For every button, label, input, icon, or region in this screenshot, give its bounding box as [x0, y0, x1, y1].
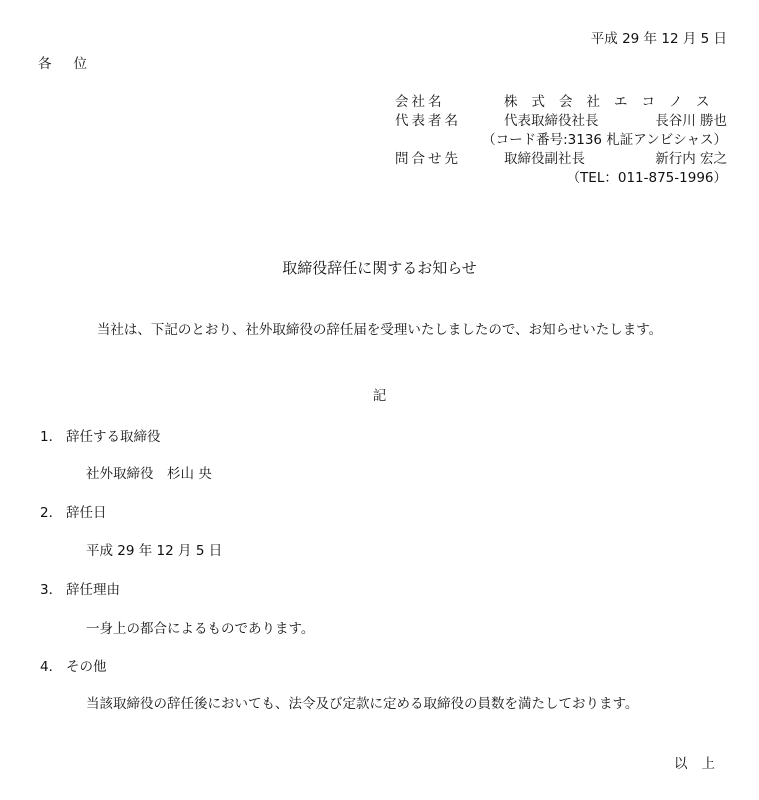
item-number: 3．	[40, 582, 63, 598]
code-line: （コード番号:3136 札証アンビシャス）	[482, 132, 727, 148]
item-number: 1．	[40, 429, 63, 445]
representative-label: 代表者名	[395, 113, 461, 129]
contact-title: 取締役副社長	[504, 151, 585, 167]
ki-marker: 記	[372, 388, 387, 404]
intro-text: 当社は、下記のとおり、社外取締役の辞任届を受理いたしましたので、お知らせいたします。	[96, 322, 663, 338]
representative-title: 代表取締役社長	[504, 113, 599, 129]
item-heading-text: 辞任する取締役	[66, 429, 161, 445]
item-3-body: 一身上の都合によるものであります。	[86, 621, 315, 637]
contact-label: 問合せ先	[395, 151, 461, 167]
tel-line: （TEL：011-875-1996）	[566, 170, 727, 186]
item-1-heading	[40, 425, 161, 445]
document-title: 取締役辞任に関するお知らせ	[282, 259, 477, 277]
item-4-heading	[40, 655, 107, 675]
representative-name: 長谷川 勝也	[655, 113, 727, 129]
contact-name: 新行内 宏之	[655, 151, 727, 167]
date: 平成 29 年 12 月 5 日	[590, 31, 727, 47]
item-2-heading	[40, 501, 107, 521]
item-heading-text: その他	[66, 659, 107, 675]
closing: 以上	[674, 756, 729, 772]
item-2-body: 平成 29 年 12 月 5 日	[86, 543, 223, 559]
item-3-heading	[40, 578, 120, 598]
addressee: 各位	[38, 56, 109, 72]
company-label: 会社名	[395, 94, 445, 110]
item-heading-text: 辞任理由	[66, 582, 120, 598]
item-4-body: 当該取締役の辞任後においても、法令及び定款に定める取締役の員数を満たしております。	[86, 696, 639, 712]
company-name: 株式会社エコノス	[504, 94, 724, 110]
item-number: 2．	[40, 505, 63, 521]
item-number: 4．	[40, 659, 63, 675]
item-1-body: 社外取締役 杉山 央	[86, 466, 212, 482]
item-heading-text: 辞任日	[66, 505, 107, 521]
